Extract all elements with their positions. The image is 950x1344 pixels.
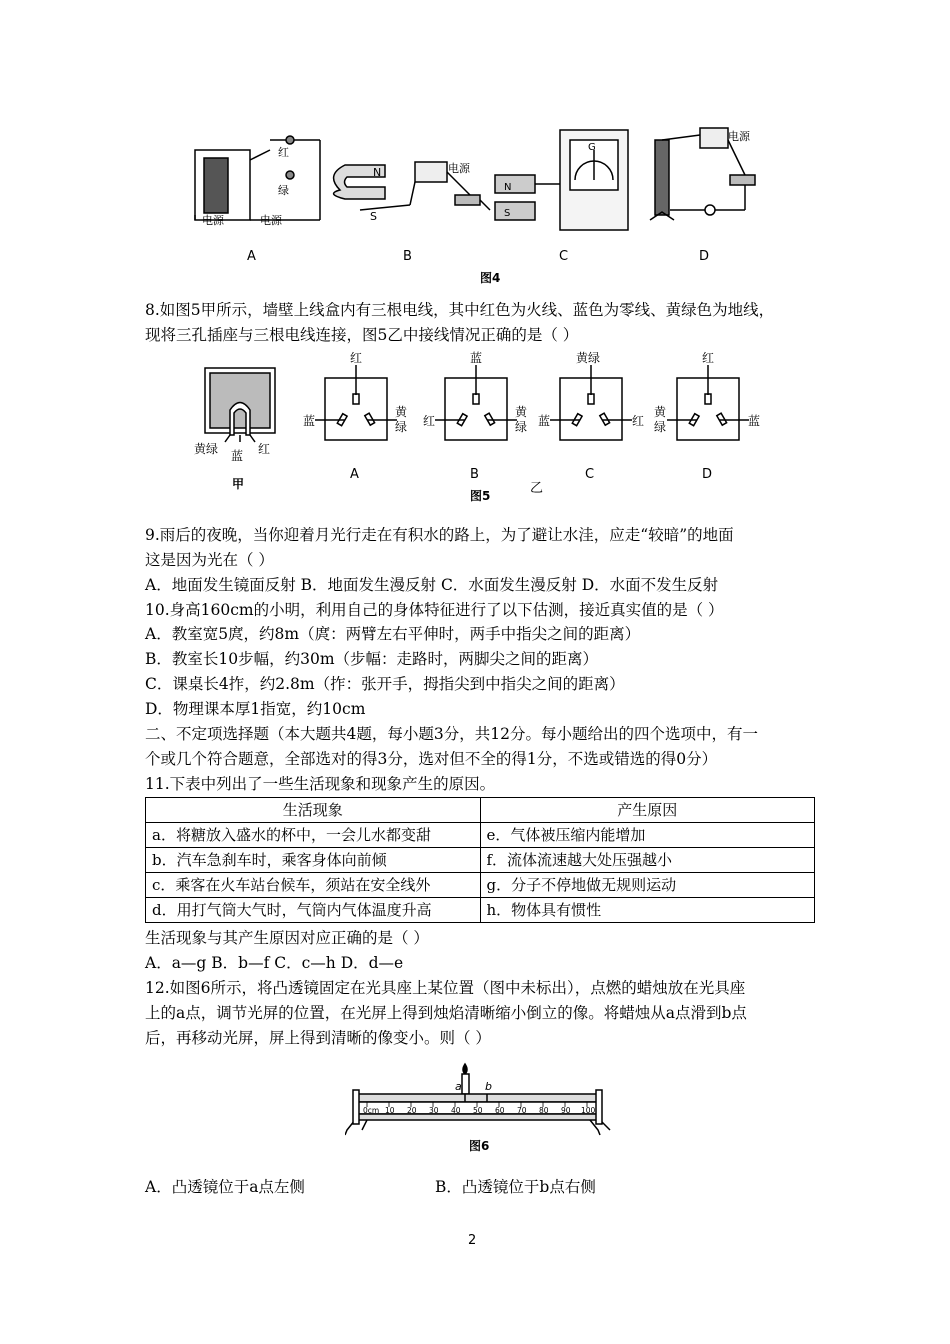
figure-5 bbox=[190, 350, 770, 510]
fig5-b-left: 红 bbox=[423, 414, 436, 428]
table-row bbox=[146, 823, 815, 848]
section2-line2: 个或几个符合题意，全部选对的得3分，选对但不全的得1分，不选或错选的得0分） bbox=[145, 750, 718, 768]
figure-4 bbox=[190, 120, 790, 290]
fig5-yi-label: 乙 bbox=[530, 481, 544, 496]
q11-question: 生活现象与其产生原因对应正确的是（ ） bbox=[145, 929, 429, 947]
fig5-caption: 图5 bbox=[470, 489, 491, 503]
fig6-caption: 图6 bbox=[469, 1139, 490, 1153]
fig4-a-green: 绿 bbox=[278, 184, 289, 197]
fig4-b-n: N bbox=[373, 166, 382, 179]
table-header: 生活现象 bbox=[146, 798, 481, 823]
q10-option-a: A．教室宽5庹，约8m（庹：两臂左右平伸时，两手中指尖之间的距离） bbox=[145, 625, 641, 643]
ruler-tick-30: 30 bbox=[429, 1106, 439, 1115]
fig5-jia-yellowgreen: 黄绿 bbox=[194, 442, 219, 456]
q11-table bbox=[145, 797, 815, 923]
fig4-a-red: 红 bbox=[278, 146, 289, 159]
fig5-b-top: 蓝 bbox=[470, 351, 483, 365]
table-row bbox=[146, 873, 815, 898]
q8-line1: 8.如图5甲所示，墙壁上线盒内有三根电线，其中红色为火线、蓝色为零线、黄绿色为地线， bbox=[145, 301, 775, 319]
fig5-a-top: 红 bbox=[350, 351, 363, 365]
table-cell: a．将糖放入盛水的杯中，一会儿水都变甜 bbox=[146, 823, 481, 848]
q10-option-c: C．课桌长4拃，约2.8m（拃：张开手，拇指尖到中指尖之间的距离） bbox=[145, 675, 625, 693]
q12-option-a: A．凸透镜位于a点左侧 bbox=[145, 1178, 305, 1196]
fig5-label-d: D bbox=[702, 467, 713, 482]
page-number: 2 bbox=[468, 1233, 477, 1248]
table-cell: c．乘客在火车站台候车，须站在安全线外 bbox=[146, 873, 481, 898]
ruler-tick-100: 100 bbox=[581, 1106, 596, 1115]
fig5-a-right2: 绿 bbox=[395, 420, 408, 434]
fig5-socket-b bbox=[435, 365, 517, 440]
ruler-tick-10: 10 bbox=[385, 1106, 395, 1115]
fig5-b-right2: 绿 bbox=[515, 420, 528, 434]
table-header-row bbox=[146, 798, 815, 823]
q12-option-b: B．凸透镜位于b点右侧 bbox=[435, 1178, 596, 1196]
q10-option-d: D．物理课本厚1指宽，约10cm bbox=[145, 700, 366, 718]
fig5-label-c: C bbox=[585, 467, 595, 482]
table-row bbox=[146, 898, 815, 923]
fig5-d-top: 红 bbox=[702, 351, 715, 365]
fig5-a-right1: 黄 bbox=[395, 405, 408, 419]
fig4-d-source: 电源 bbox=[728, 130, 750, 143]
fig4-label-a: A bbox=[247, 249, 256, 264]
fig5-d-left1: 黄 bbox=[654, 405, 667, 419]
fig5-label-a: A bbox=[350, 467, 359, 482]
fig4-caption: 图4 bbox=[480, 271, 501, 285]
fig4-b-source: 电源 bbox=[448, 162, 470, 175]
fig4-c-n: N bbox=[504, 182, 512, 193]
fig4-circuit-c bbox=[495, 130, 628, 230]
q12-line3: 后，再移动光屏，屏上得到清晰的像变小。则（ ） bbox=[145, 1029, 491, 1047]
fig5-d-right: 蓝 bbox=[748, 414, 761, 428]
fig5-c-right: 红 bbox=[632, 414, 645, 428]
q10-stem: 10.身高160cm的小明，利用自己的身体特征进行了以下估测，接近真实值的是（ ） bbox=[145, 601, 724, 619]
fig4-label-b: B bbox=[403, 249, 412, 264]
table-cell: e．气体被压缩内能增加 bbox=[480, 823, 815, 848]
fig4-a-source1: 电源 bbox=[202, 214, 224, 227]
q9-options: A．地面发生镜面反射 B．地面发生漫反射 C．水面发生漫反射 D．水面不发生反射 bbox=[145, 576, 719, 594]
ruler-tick-80: 80 bbox=[539, 1106, 549, 1115]
fig4-c-s: S bbox=[504, 208, 511, 219]
table-row bbox=[146, 848, 815, 873]
table-cell: d．用打气筒大气时，气筒内气体温度升高 bbox=[146, 898, 481, 923]
q11-stem: 11.下表中列出了一些生活现象和现象产生的原因。 bbox=[145, 775, 496, 793]
ruler-tick-70: 70 bbox=[517, 1106, 527, 1115]
ruler-tick-20: 20 bbox=[407, 1106, 417, 1115]
table-cell: b．汽车急刹车时，乘客身体向前倾 bbox=[146, 848, 481, 873]
fig5-label-b: B bbox=[470, 467, 479, 482]
fig4-b-s: S bbox=[370, 210, 377, 223]
fig4-label-c: C bbox=[559, 249, 569, 264]
table-cell: f．流体流速越大处压强越小 bbox=[480, 848, 815, 873]
fig4-c-g: G bbox=[588, 142, 596, 153]
q9-line1: 9.雨后的夜晚，当你迎着月光行走在有积水的路上，为了避让水洼，应走“较暗”的地面 bbox=[145, 526, 734, 544]
fig5-socket-c bbox=[550, 365, 632, 440]
fig5-wall-box bbox=[205, 368, 275, 442]
fig6-point-b: b bbox=[485, 1080, 492, 1093]
section2-line1: 二、不定项选择题（本大题共4题，每小题3分，共12分。每小题给出的四个选项中，有一 bbox=[145, 725, 758, 743]
table-cell: h．物体具有惯性 bbox=[480, 898, 815, 923]
fig5-socket-a bbox=[315, 365, 397, 440]
ruler-tick-60: 60 bbox=[495, 1106, 505, 1115]
q9-line2: 这是因为光在（ ） bbox=[145, 551, 274, 569]
fig5-jia-blue: 蓝 bbox=[231, 449, 244, 463]
fig4-a-source2: 电源 bbox=[260, 214, 282, 227]
q12-line2: 上的a点，调节光屏的位置，在光屏上得到烛焰清晰缩小倒立的像。将蜡烛从a点滑到b点 bbox=[145, 1004, 747, 1022]
table-cell: g．分子不停地做无规则运动 bbox=[480, 873, 815, 898]
fig5-a-left: 蓝 bbox=[303, 414, 316, 428]
fig5-c-top: 黄绿 bbox=[576, 351, 601, 365]
q8-line2: 现将三孔插座与三根电线连接，图5乙中接线情况正确的是（ ） bbox=[145, 326, 579, 344]
ruler-tick-50: 50 bbox=[473, 1106, 483, 1115]
fig5-socket-d bbox=[667, 365, 749, 440]
figure-6 bbox=[345, 1052, 615, 1157]
table-header: 产生原因 bbox=[480, 798, 815, 823]
q12-line1: 12.如图6所示，将凸透镜固定在光具座上某位置（图中未标出），点燃的蜡烛放在光具座 bbox=[145, 979, 746, 997]
ruler-tick-90: 90 bbox=[561, 1106, 571, 1115]
fig5-c-left: 蓝 bbox=[538, 414, 551, 428]
optical-bench bbox=[345, 1064, 610, 1135]
fig4-label-d: D bbox=[699, 249, 710, 264]
fig5-jia-red: 红 bbox=[258, 442, 271, 456]
fig4-circuit-a bbox=[195, 136, 320, 220]
fig5-jia-label: 甲 bbox=[232, 477, 245, 491]
fig5-d-left2: 绿 bbox=[654, 420, 667, 434]
q11-options: A．a—g B．b—f C．c—h D．d—e bbox=[145, 954, 404, 972]
fig5-b-right1: 黄 bbox=[515, 405, 528, 419]
ruler-tick-40: 40 bbox=[451, 1106, 461, 1115]
fig6-point-a: a bbox=[455, 1080, 462, 1093]
q10-option-b: B．教室长10步幅，约30m（步幅：走路时，两脚尖之间的距离） bbox=[145, 650, 599, 668]
ruler-tick-0: 0cm bbox=[363, 1106, 380, 1115]
